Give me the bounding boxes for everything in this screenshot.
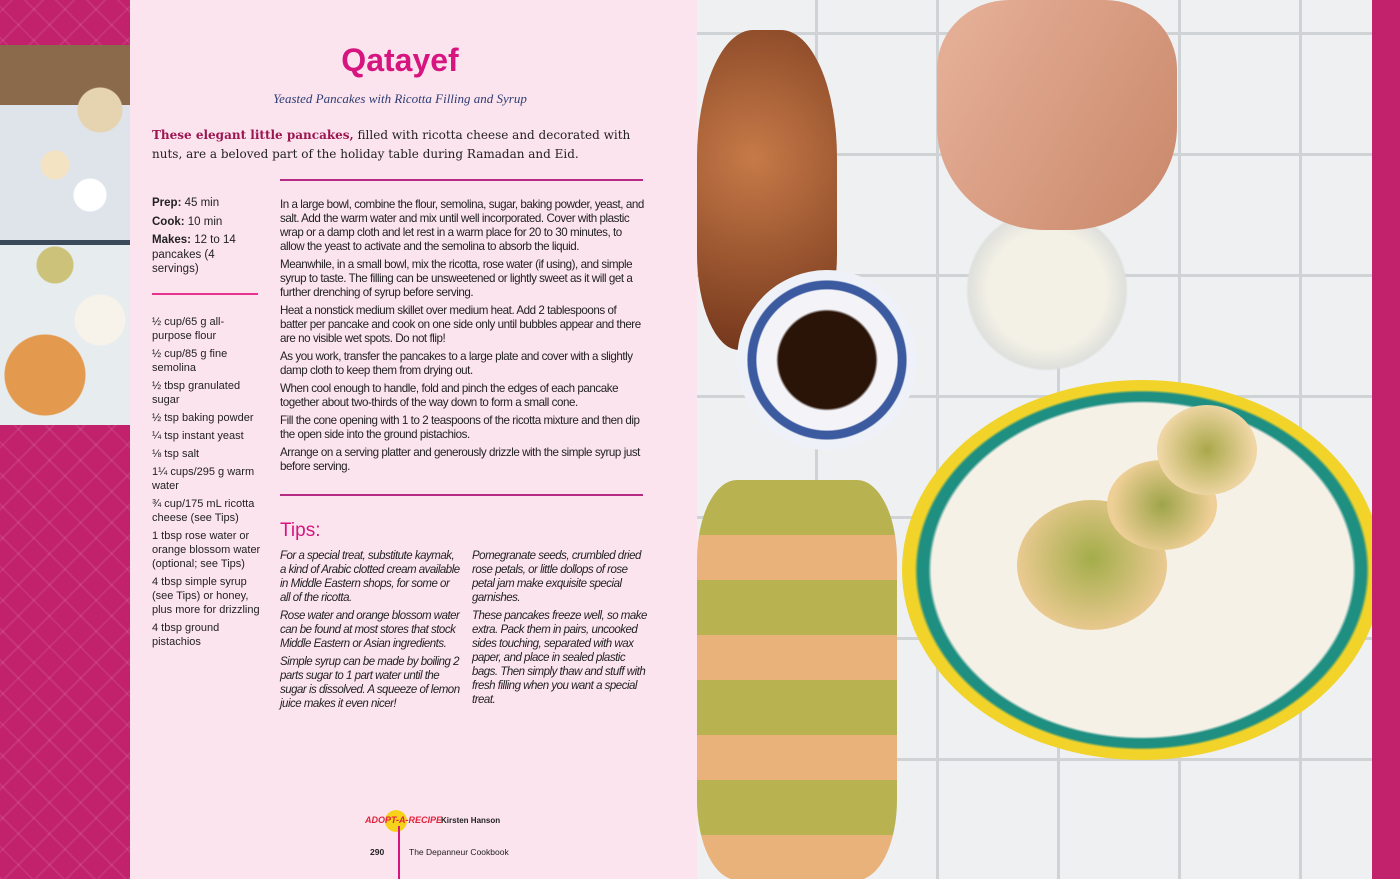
step-photo-collage (0, 45, 130, 425)
direction-step: When cool enough to handle, fold and pinch the edges of each pancake together about two-thirds of the way down to form a small cone. (280, 382, 619, 409)
divider (280, 179, 643, 181)
hand (937, 0, 1177, 230)
ingredient-item: ½ tsp baking powder (152, 412, 254, 424)
direction-step: Fill the cone opening with 1 to 2 teaspoons of the ricotta mixture and then dip the open side into the ground pistachios. (280, 414, 640, 441)
tips-column-left (280, 549, 460, 715)
direction-step: Meanwhile, in a small bowl, mix the ricotta, rose water (if using), and simple syrup to taste. The filling can be unsweetened or lightly sweet as it will get a further drenching of syrup before serving. (280, 258, 633, 299)
coffee-cup (737, 270, 917, 450)
tips-column-right (472, 549, 647, 711)
recipe-subtitle: Yeasted Pancakes with Ricotta Filling and Syrup (273, 91, 527, 106)
meta-cook: Cook: 10 min (152, 215, 223, 228)
divider (152, 293, 258, 295)
tip-item: For a special treat, substitute kaymak, a kind of Arabic clotted cream available in Middle Eastern shops, for some or all of the ricotta. (280, 550, 460, 604)
direction-step: As you work, transfer the pancakes to a large plate and cover with a slightly damp cloth to keep them from drying out. (280, 350, 633, 377)
ingredient-item: ¾ cup/175 mL ricotta cheese (see Tips) (152, 498, 255, 524)
qatayef-pancake (1157, 405, 1257, 495)
decorative-border-right (1372, 0, 1400, 879)
ingredient-item: ½ cup/65 g all-purpose flour (152, 316, 225, 342)
recipe-page (130, 0, 697, 879)
ingredient-item: 4 tbsp ground pistachios (152, 622, 220, 648)
intro-text: filled with ricotta cheese and decorated with nuts, are a beloved part of the holiday table during Ramadan and Eid. (152, 128, 631, 161)
recipe-intro (152, 126, 642, 164)
meta-prep: Prep: 45 min (152, 197, 220, 209)
ingredient-item: 1¼ cups/295 g warm water (152, 466, 255, 492)
ingredient-item: ½ cup/85 g fine semolina (152, 348, 228, 374)
adopt-a-recipe-logo: ADOPT-A-RECIPE (365, 810, 430, 834)
footer-divider (398, 826, 400, 879)
recipe-title: Qatayef (341, 42, 459, 78)
tip-item: These pancakes freeze well, so make extra. Pack them in pairs, uncooked sides touching, separated with wax paper, and place in sealed plastic bags. Then simply thaw and stuff with fresh filling when you want a special treat. (472, 610, 647, 706)
direction-step: In a large bowl, combine the flour, semolina, sugar, baking powder, yeast, and salt. Add the warm water and mix until well incorporated. Cover with plastic wrap or a damp cloth and let rest in a warm place for 20 to 30 minutes, to allow the yeast to activate and the semolina to absorb the liquid. (280, 198, 644, 253)
qatayef-photo (697, 0, 1372, 879)
ingredient-item: ½ tbsp granulated sugar (152, 380, 241, 406)
ingredient-list (152, 315, 262, 653)
qatayef-platter (697, 480, 897, 879)
page-number: 290 (370, 847, 385, 857)
contributor-name: Kirsten Hanson (441, 816, 501, 825)
tips-heading: Tips: (280, 520, 321, 541)
divider (280, 494, 643, 496)
tip-item: Pomegranate seeds, crumbled dried rose petals, or little dollops of rose petal jam make exquisite special garnishes. (472, 550, 641, 604)
direction-step: Heat a nonstick medium skillet over medium heat. Add 2 tablespoons of batter per pancake and cook on one side only until bubbles appear and there are no visible wet spots. Do not flip! (280, 304, 641, 345)
ingredient-item: 4 tbsp simple syrup (see Tips) or honey, plus more for drizzling (152, 576, 260, 616)
recipe-meta (152, 196, 262, 281)
ingredient-item: 1 tbsp rose water or orange blossom water (optional; see Tips) (152, 530, 261, 570)
ingredient-item: ¼ tsp instant yeast (152, 430, 244, 442)
intro-lead: These elegant little pancakes, (152, 128, 354, 142)
directions (280, 198, 645, 478)
tip-item: Simple syrup can be made by boiling 2 parts sugar to 1 part water until the sugar is dissolved. A squeeze of lemon juice makes it even nicer! (280, 656, 460, 710)
meta-makes: Makes: 12 to 14 pancakes (4 servings) (152, 234, 236, 275)
tip-item: Rose water and orange blossom water can be found at most stores that stock Middle Eastern or Asian ingredients. (280, 610, 460, 650)
ingredient-item: ⅛ tsp salt (152, 448, 200, 460)
direction-step: Arrange on a serving platter and generously drizzle with the simple syrup just before serving. (280, 446, 640, 473)
book-title: The Depanneur Cookbook (409, 847, 509, 857)
